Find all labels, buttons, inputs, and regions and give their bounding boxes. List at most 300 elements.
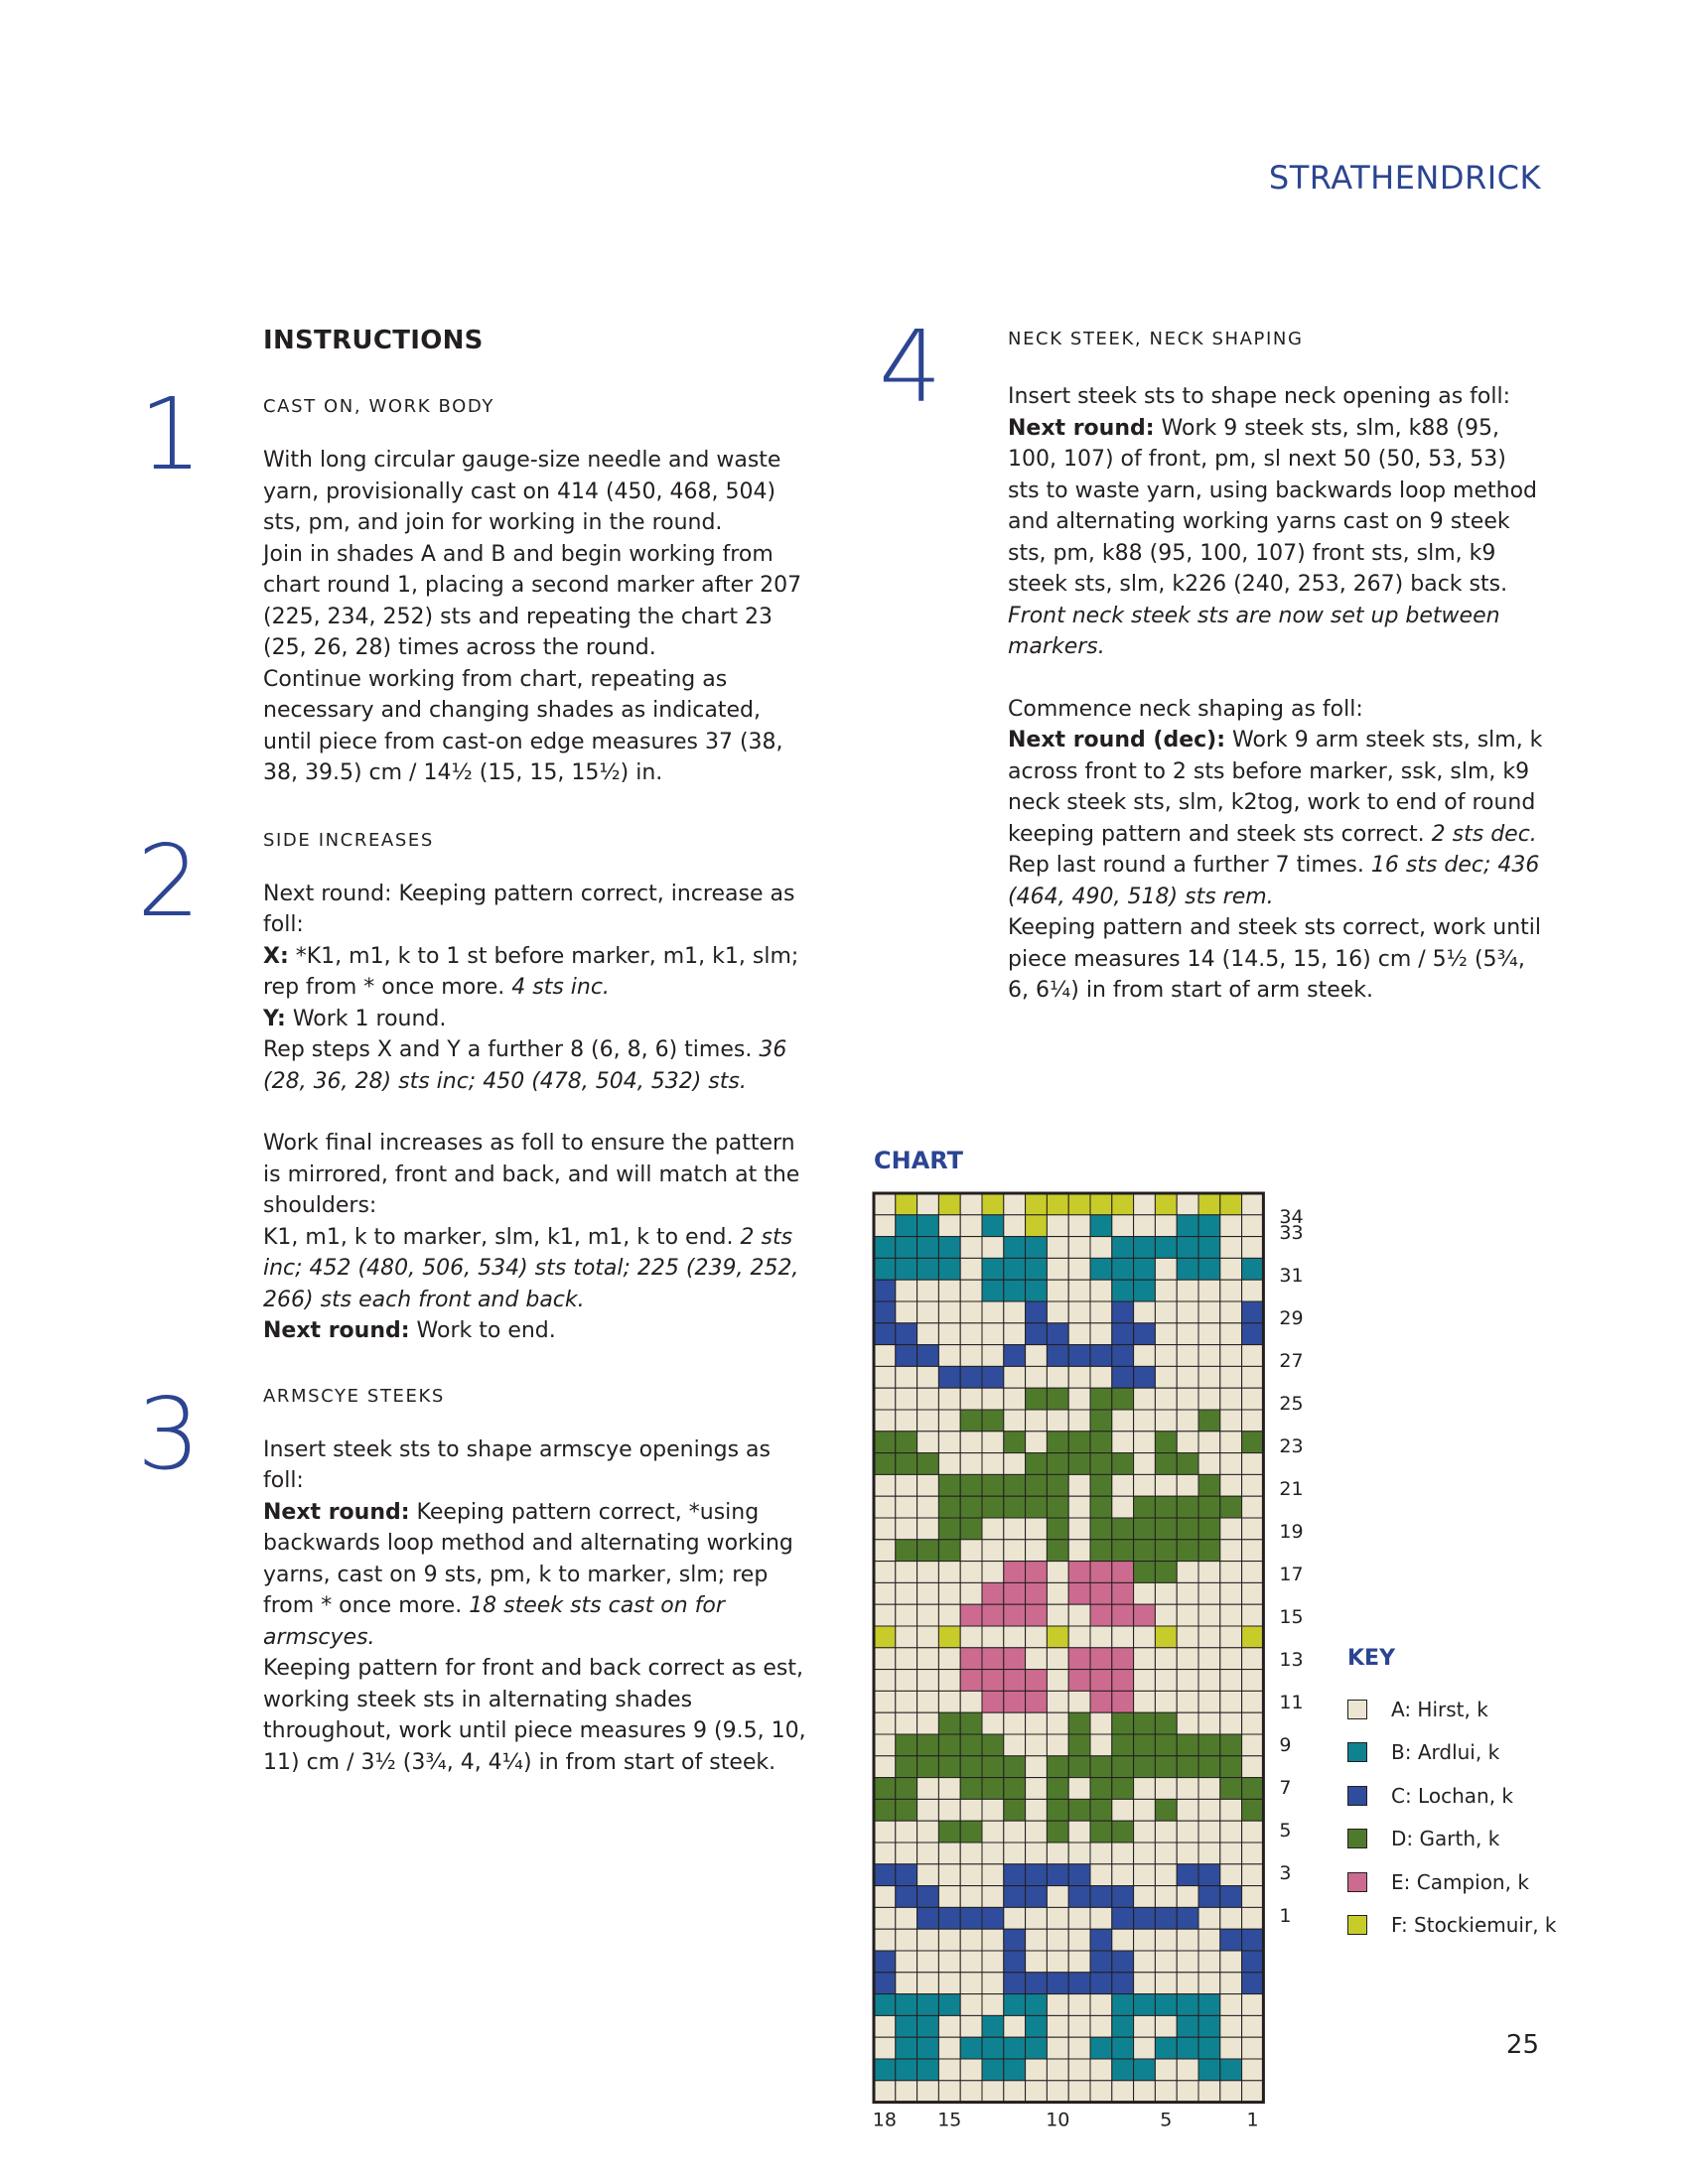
chart-cell <box>917 1626 939 1648</box>
chart-cell <box>1242 1778 1264 1800</box>
key-label: D: Garth, k <box>1391 1827 1500 1851</box>
chart-cell <box>960 1951 982 1973</box>
chart-cell <box>1090 1929 1112 1951</box>
chart-cell <box>938 1237 960 1259</box>
chart-cell <box>874 1821 896 1843</box>
chart-cell <box>1090 1886 1112 1908</box>
chart-cell <box>1177 1301 1198 1323</box>
chart-cell <box>1026 1691 1048 1712</box>
chart-cell <box>960 1540 982 1562</box>
chart-cell <box>1220 1648 1242 1670</box>
chart-cell <box>896 1604 917 1626</box>
chart-cell <box>1112 1410 1134 1432</box>
chart-cell <box>960 1994 982 2016</box>
chart-cell <box>1242 1691 1264 1712</box>
chart-cell <box>1068 1193 1090 1215</box>
chart-cell <box>1004 1562 1026 1583</box>
chart-cell <box>874 1193 896 1215</box>
chart-cell <box>1242 1388 1264 1410</box>
chart-cell <box>960 1799 982 1821</box>
chart-cell <box>1134 1691 1156 1712</box>
chart-cell <box>1112 1540 1134 1562</box>
chart-cell <box>1068 2059 1090 2081</box>
chart-cell <box>960 1474 982 1496</box>
chart-cell <box>1047 1843 1068 1864</box>
chart-row-label: 29 <box>1279 1307 1304 1329</box>
key-swatch <box>1347 1915 1367 1935</box>
chart-cell <box>874 1410 896 1432</box>
chart-cell <box>1068 1951 1090 1973</box>
chart-cell <box>1155 1237 1177 1259</box>
chart-cell <box>874 1734 896 1756</box>
chart-cell <box>1004 1388 1026 1410</box>
chart-cell <box>1026 1907 1048 1929</box>
chart-cell <box>1177 2081 1198 2103</box>
chart-cell <box>1026 1280 1048 1301</box>
chart-cell <box>982 1864 1004 1886</box>
chart-row-label: 11 <box>1279 1692 1304 1713</box>
chart-cell <box>1242 2015 1264 2037</box>
chart-cell <box>982 1366 1004 1388</box>
chart-cell <box>1047 1734 1068 1756</box>
chart-cell <box>1068 1518 1090 1540</box>
chart-cell <box>874 1258 896 1280</box>
chart-cell <box>1047 1518 1068 1540</box>
chart-cell <box>1177 2059 1198 2081</box>
chart-cell <box>896 1345 917 1367</box>
chart-cell <box>1026 1474 1048 1496</box>
chart-cell <box>1068 2015 1090 2037</box>
chart-cell <box>874 1582 896 1604</box>
chart-cell <box>1177 1670 1198 1692</box>
chart-cell <box>1112 1280 1134 1301</box>
chart-cell <box>1090 1604 1112 1626</box>
chart-cell <box>1242 1670 1264 1692</box>
chart-cell <box>917 2037 939 2059</box>
paragraph: Join in shades A and B and begin working from chart round 1, placing a second marker after 207 (225, 234, 252) sts and repeating the chart 23 (25, 26, 28) times across the round. <box>263 541 802 660</box>
chart-cell <box>1112 1237 1134 1259</box>
chart-cell <box>1090 2015 1112 2037</box>
chart-cell <box>1047 1345 1068 1367</box>
chart-cell <box>1220 1973 1242 1994</box>
chart-cell <box>1090 1670 1112 1692</box>
chart-cell <box>1242 1540 1264 1562</box>
chart-cell <box>1155 1929 1177 1951</box>
chart-cell <box>1242 1280 1264 1301</box>
chart-cell <box>1242 1323 1264 1345</box>
chart-cell <box>1090 1994 1112 2016</box>
chart-cell <box>1026 1951 1048 1973</box>
chart-cell <box>1155 1518 1177 1540</box>
chart-cell <box>1047 1799 1068 1821</box>
chart-cell <box>1242 1453 1264 1475</box>
chart-cell <box>1090 1756 1112 1778</box>
key-swatch <box>1347 1872 1367 1892</box>
chart-cell <box>1004 1648 1026 1670</box>
chart-cell <box>1220 1474 1242 1496</box>
chart-cell <box>1004 1215 1026 1237</box>
chart-cell <box>1047 1301 1068 1323</box>
chart-cell <box>917 1410 939 1432</box>
chart-cell <box>917 2059 939 2081</box>
chart-cell <box>938 1258 960 1280</box>
chart-cell <box>1090 1907 1112 1929</box>
chart-cell <box>960 1453 982 1475</box>
chart-cell <box>1220 1691 1242 1712</box>
chart-cell <box>1155 1496 1177 1518</box>
chart-cell <box>1155 2015 1177 2037</box>
chart-cell <box>1198 1518 1220 1540</box>
chart-cell <box>1026 1388 1048 1410</box>
step-number-2: 2 <box>137 823 201 939</box>
chart-cell <box>1047 1604 1068 1626</box>
chart-cell <box>917 1929 939 1951</box>
chart-cell <box>1155 2037 1177 2059</box>
chart-cell <box>982 2015 1004 2037</box>
chart-cell <box>1068 1562 1090 1583</box>
chart-cell <box>1220 1453 1242 1475</box>
chart-cell <box>1220 1799 1242 1821</box>
paragraph: Commence neck shaping as foll: <box>1008 696 1363 722</box>
chart-cell <box>1047 1258 1068 1280</box>
left-column <box>263 326 814 1810</box>
chart-cell <box>1155 1474 1177 1496</box>
chart-cell <box>1068 1734 1090 1756</box>
chart-cell <box>1242 1258 1264 1280</box>
chart-cell <box>1134 1973 1156 1994</box>
chart-cell <box>1155 1562 1177 1583</box>
key-swatch <box>1347 1742 1367 1762</box>
chart-cell <box>1242 1496 1264 1518</box>
chart-cell <box>1090 1843 1112 1864</box>
chart-cell <box>1047 1994 1068 2016</box>
chart-cell <box>874 1345 896 1367</box>
chart-cell <box>1177 1518 1198 1540</box>
chart-cell <box>1068 1604 1090 1626</box>
chart-cell <box>1242 1432 1264 1453</box>
chart-row-label: 33 <box>1279 1222 1304 1244</box>
paragraph <box>263 1315 814 1347</box>
chart-cell <box>1004 1626 1026 1648</box>
chart-cell <box>960 1215 982 1237</box>
chart-cell <box>874 1994 896 2016</box>
chart-cell <box>1177 1237 1198 1259</box>
chart-cell <box>1004 1193 1026 1215</box>
chart-cell <box>1004 1994 1026 2016</box>
chart-cell <box>1004 1410 1026 1432</box>
chart-cell <box>1177 1215 1198 1237</box>
chart-cell <box>1198 1496 1220 1518</box>
chart-cell <box>1155 1582 1177 1604</box>
chart-cell <box>982 1843 1004 1864</box>
chart-cell <box>1220 1756 1242 1778</box>
chart-cell <box>982 1994 1004 2016</box>
chart-cell <box>1198 1582 1220 1604</box>
chart-cell <box>1068 1994 1090 2016</box>
chart-cell <box>1047 1193 1068 1215</box>
chart-cell <box>938 1388 960 1410</box>
chart-cell <box>938 1907 960 1929</box>
chart-cell <box>896 1215 917 1237</box>
chart-cell <box>1068 1432 1090 1453</box>
chart-cell <box>938 2059 960 2081</box>
chart-cell <box>1112 1734 1134 1756</box>
chart-cell <box>1112 1496 1134 1518</box>
section-heading: CAST ON, WORK BODY <box>263 396 494 417</box>
key-item <box>1347 1904 1557 1948</box>
paragraph <box>263 1034 814 1097</box>
chart-cell <box>1047 1280 1068 1301</box>
chart-cell <box>1004 1301 1026 1323</box>
chart-cell <box>938 1951 960 1973</box>
chart-cell <box>1004 1496 1026 1518</box>
chart-cell <box>1198 1973 1220 1994</box>
chart-cell <box>1177 1648 1198 1670</box>
chart-cell <box>917 1886 939 1908</box>
chart-cell <box>917 1496 939 1518</box>
chart-cell <box>1112 1756 1134 1778</box>
chart-cell <box>1134 2081 1156 2103</box>
chart-cell <box>1047 1973 1068 1994</box>
chart-cell <box>1242 1474 1264 1496</box>
next-round-text: Keeping pattern correct, *using backwards loop method and alternating working yarns, cast on 9 sts, pm, k to marker, slm; rep from * once more. <box>263 1499 793 1618</box>
chart-cell <box>982 1907 1004 1929</box>
chart-cell <box>1026 1973 1048 1994</box>
chart-cell <box>896 1453 917 1475</box>
chart-cell <box>1177 2015 1198 2037</box>
chart-cell <box>896 1864 917 1886</box>
chart-cell <box>896 1323 917 1345</box>
chart-cell <box>1112 1215 1134 1237</box>
chart-cell <box>938 1432 960 1453</box>
chart-cell <box>938 1410 960 1432</box>
chart-cell <box>1047 1562 1068 1583</box>
chart-cell <box>1155 1734 1177 1756</box>
chart-cell <box>1242 1929 1264 1951</box>
chart-cell <box>1155 1951 1177 1973</box>
chart-cell <box>1177 1562 1198 1583</box>
paragraph <box>263 1004 814 1035</box>
chart-cell <box>982 1193 1004 1215</box>
chart-cell <box>1090 1540 1112 1562</box>
right-column <box>1008 328 1544 1038</box>
chart-cell <box>1047 1496 1068 1518</box>
chart-cell <box>1177 2037 1198 2059</box>
chart-cell <box>896 1778 917 1800</box>
chart-cell <box>1068 1691 1090 1712</box>
chart-cell <box>938 1323 960 1345</box>
paragraph: Insert steek sts to shape armscye openings as foll: <box>263 1436 771 1493</box>
chart-cell <box>1090 1799 1112 1821</box>
chart-cell <box>1177 1388 1198 1410</box>
chart-cell <box>1220 2081 1242 2103</box>
chart-cell <box>1155 1799 1177 1821</box>
chart-cell <box>1090 1821 1112 1843</box>
chart-cell <box>960 1562 982 1583</box>
chart-cell <box>1026 2037 1048 2059</box>
chart-cell <box>1155 1453 1177 1475</box>
chart-cell <box>1155 1626 1177 1648</box>
chart-cell <box>896 2037 917 2059</box>
chart-cell <box>1155 1756 1177 1778</box>
chart-cell <box>1155 1864 1177 1886</box>
chart-cell <box>1242 1994 1264 2016</box>
chart-row-label: 7 <box>1279 1777 1292 1799</box>
chart-cell <box>1112 2015 1134 2037</box>
chart-cell <box>1134 1799 1156 1821</box>
chart-cell <box>917 1518 939 1540</box>
chart-row-label: 25 <box>1279 1393 1304 1415</box>
chart-cell <box>917 1973 939 1994</box>
chart-cell <box>874 1864 896 1886</box>
chart-cell <box>960 1410 982 1432</box>
chart-cell <box>1134 1518 1156 1540</box>
chart-cell <box>960 1323 982 1345</box>
chart-cell <box>1026 1496 1048 1518</box>
chart-cell <box>1112 1712 1134 1734</box>
paragraph <box>263 1497 814 1654</box>
chart-cell <box>960 1280 982 1301</box>
chart-cell <box>982 1626 1004 1648</box>
key-label: B: Ardlui, k <box>1391 1740 1500 1765</box>
chart-cell <box>1047 1453 1068 1475</box>
chart-cell <box>874 2037 896 2059</box>
chart-cell <box>982 1951 1004 1973</box>
chart-cell <box>982 1582 1004 1604</box>
chart-cell <box>1004 2037 1026 2059</box>
chart-cell <box>917 1562 939 1583</box>
section-armscye-steeks <box>263 1385 814 1779</box>
chart-cell <box>1134 1301 1156 1323</box>
chart-cell <box>1026 1864 1048 1886</box>
chart-cell <box>874 1799 896 1821</box>
repeat-note: 36 (28, 36, 28) sts inc; 450 (478, 504, 532) sts. <box>263 1037 787 1094</box>
chart-cell <box>982 1886 1004 1908</box>
chart-cell <box>1068 1388 1090 1410</box>
section-neck-steek <box>1008 328 1544 1007</box>
chart-cell <box>1134 1388 1156 1410</box>
chart-cell <box>1198 1474 1220 1496</box>
chart-cell <box>982 1604 1004 1626</box>
key-item <box>1347 1860 1557 1904</box>
chart-cell <box>1112 1864 1134 1886</box>
chart-cell <box>917 1604 939 1626</box>
chart-cell <box>1004 1929 1026 1951</box>
chart-cell <box>982 1670 1004 1692</box>
chart-cell <box>917 1691 939 1712</box>
section-heading: ARMSCYE STEEKS <box>263 1385 445 1407</box>
chart-cell <box>1220 1432 1242 1453</box>
section-body <box>263 1434 814 1779</box>
chart-cell <box>1198 1410 1220 1432</box>
chart-cell <box>1177 1604 1198 1626</box>
chart-cell <box>1220 2059 1242 2081</box>
chart-cell <box>1112 1907 1134 1929</box>
chart-cell <box>1198 2037 1220 2059</box>
chart-cell <box>960 1388 982 1410</box>
chart-cell <box>1242 1712 1264 1734</box>
chart-cell <box>1004 1258 1026 1280</box>
chart-cell <box>960 1626 982 1648</box>
chart-cell <box>1134 1496 1156 1518</box>
chart-cell <box>1047 1691 1068 1712</box>
chart-cell <box>1090 1193 1112 1215</box>
chart-cell <box>1112 1562 1134 1583</box>
chart-cell <box>938 1345 960 1367</box>
chart-cell <box>874 2081 896 2103</box>
chart-cell <box>1026 1258 1048 1280</box>
chart-cell <box>1242 1604 1264 1626</box>
chart-cell <box>1068 1864 1090 1886</box>
chart-cell <box>1047 1432 1068 1453</box>
chart-cell <box>1198 1258 1220 1280</box>
step-number-4: 4 <box>879 309 942 425</box>
chart-cell <box>1090 1648 1112 1670</box>
chart-cell <box>938 1453 960 1475</box>
chart-cell <box>1198 1366 1220 1388</box>
chart-cell <box>896 2059 917 2081</box>
chart-cell <box>874 1929 896 1951</box>
chart-cell <box>1047 2059 1068 2081</box>
chart-cell <box>1112 1973 1134 1994</box>
chart-cell <box>1198 1237 1220 1259</box>
chart-cell <box>1004 1582 1026 1604</box>
chart-cell <box>938 1973 960 1994</box>
chart-cell <box>874 1973 896 1994</box>
chart-cell <box>960 1821 982 1843</box>
chart-cell <box>917 2015 939 2037</box>
chart-cell <box>896 1648 917 1670</box>
chart-cell <box>1026 1562 1048 1583</box>
chart-cell <box>1026 1756 1048 1778</box>
chart-cell <box>982 1323 1004 1345</box>
chart-cell <box>1004 1280 1026 1301</box>
chart-cell <box>1220 1540 1242 1562</box>
chart-cell <box>1112 1345 1134 1367</box>
paragraph: Keeping pattern and steek sts correct, work until piece measures 14 (14.5, 15, 16) cm / 5½ (5¾, 6, 6¼) in from start of arm steek. <box>1008 915 1542 1003</box>
chart-cell <box>1090 1345 1112 1367</box>
chart-cell <box>1155 1670 1177 1692</box>
chart-cell <box>1068 1973 1090 1994</box>
chart-cell <box>896 1410 917 1432</box>
chart-cell <box>1026 1994 1048 2016</box>
chart-cell <box>1220 1410 1242 1432</box>
chart-cell <box>1155 2081 1177 2103</box>
chart-cell <box>938 1215 960 1237</box>
chart-cell <box>1047 1366 1068 1388</box>
chart-cell <box>982 1388 1004 1410</box>
chart-cell <box>982 2059 1004 2081</box>
chart-cell <box>1155 1215 1177 1237</box>
chart-cell <box>1068 1648 1090 1670</box>
chart-cell <box>1198 2015 1220 2037</box>
chart-cell <box>1155 1366 1177 1388</box>
chart-cell <box>1198 1799 1220 1821</box>
chart-cell <box>1177 1843 1198 1864</box>
chart-cell <box>1047 1648 1068 1670</box>
chart-cell <box>896 2015 917 2037</box>
chart-cell <box>1090 1582 1112 1604</box>
chart-cell <box>1134 1453 1156 1475</box>
chart-cell <box>960 1670 982 1692</box>
chart-cell <box>1198 1886 1220 1908</box>
next-round-label: Next round: <box>263 1318 410 1343</box>
chart-cell <box>1177 1799 1198 1821</box>
chart-row-label: 21 <box>1279 1478 1304 1500</box>
chart-cell <box>1177 1821 1198 1843</box>
chart-cell <box>1090 2059 1112 2081</box>
chart-cell <box>1134 1756 1156 1778</box>
